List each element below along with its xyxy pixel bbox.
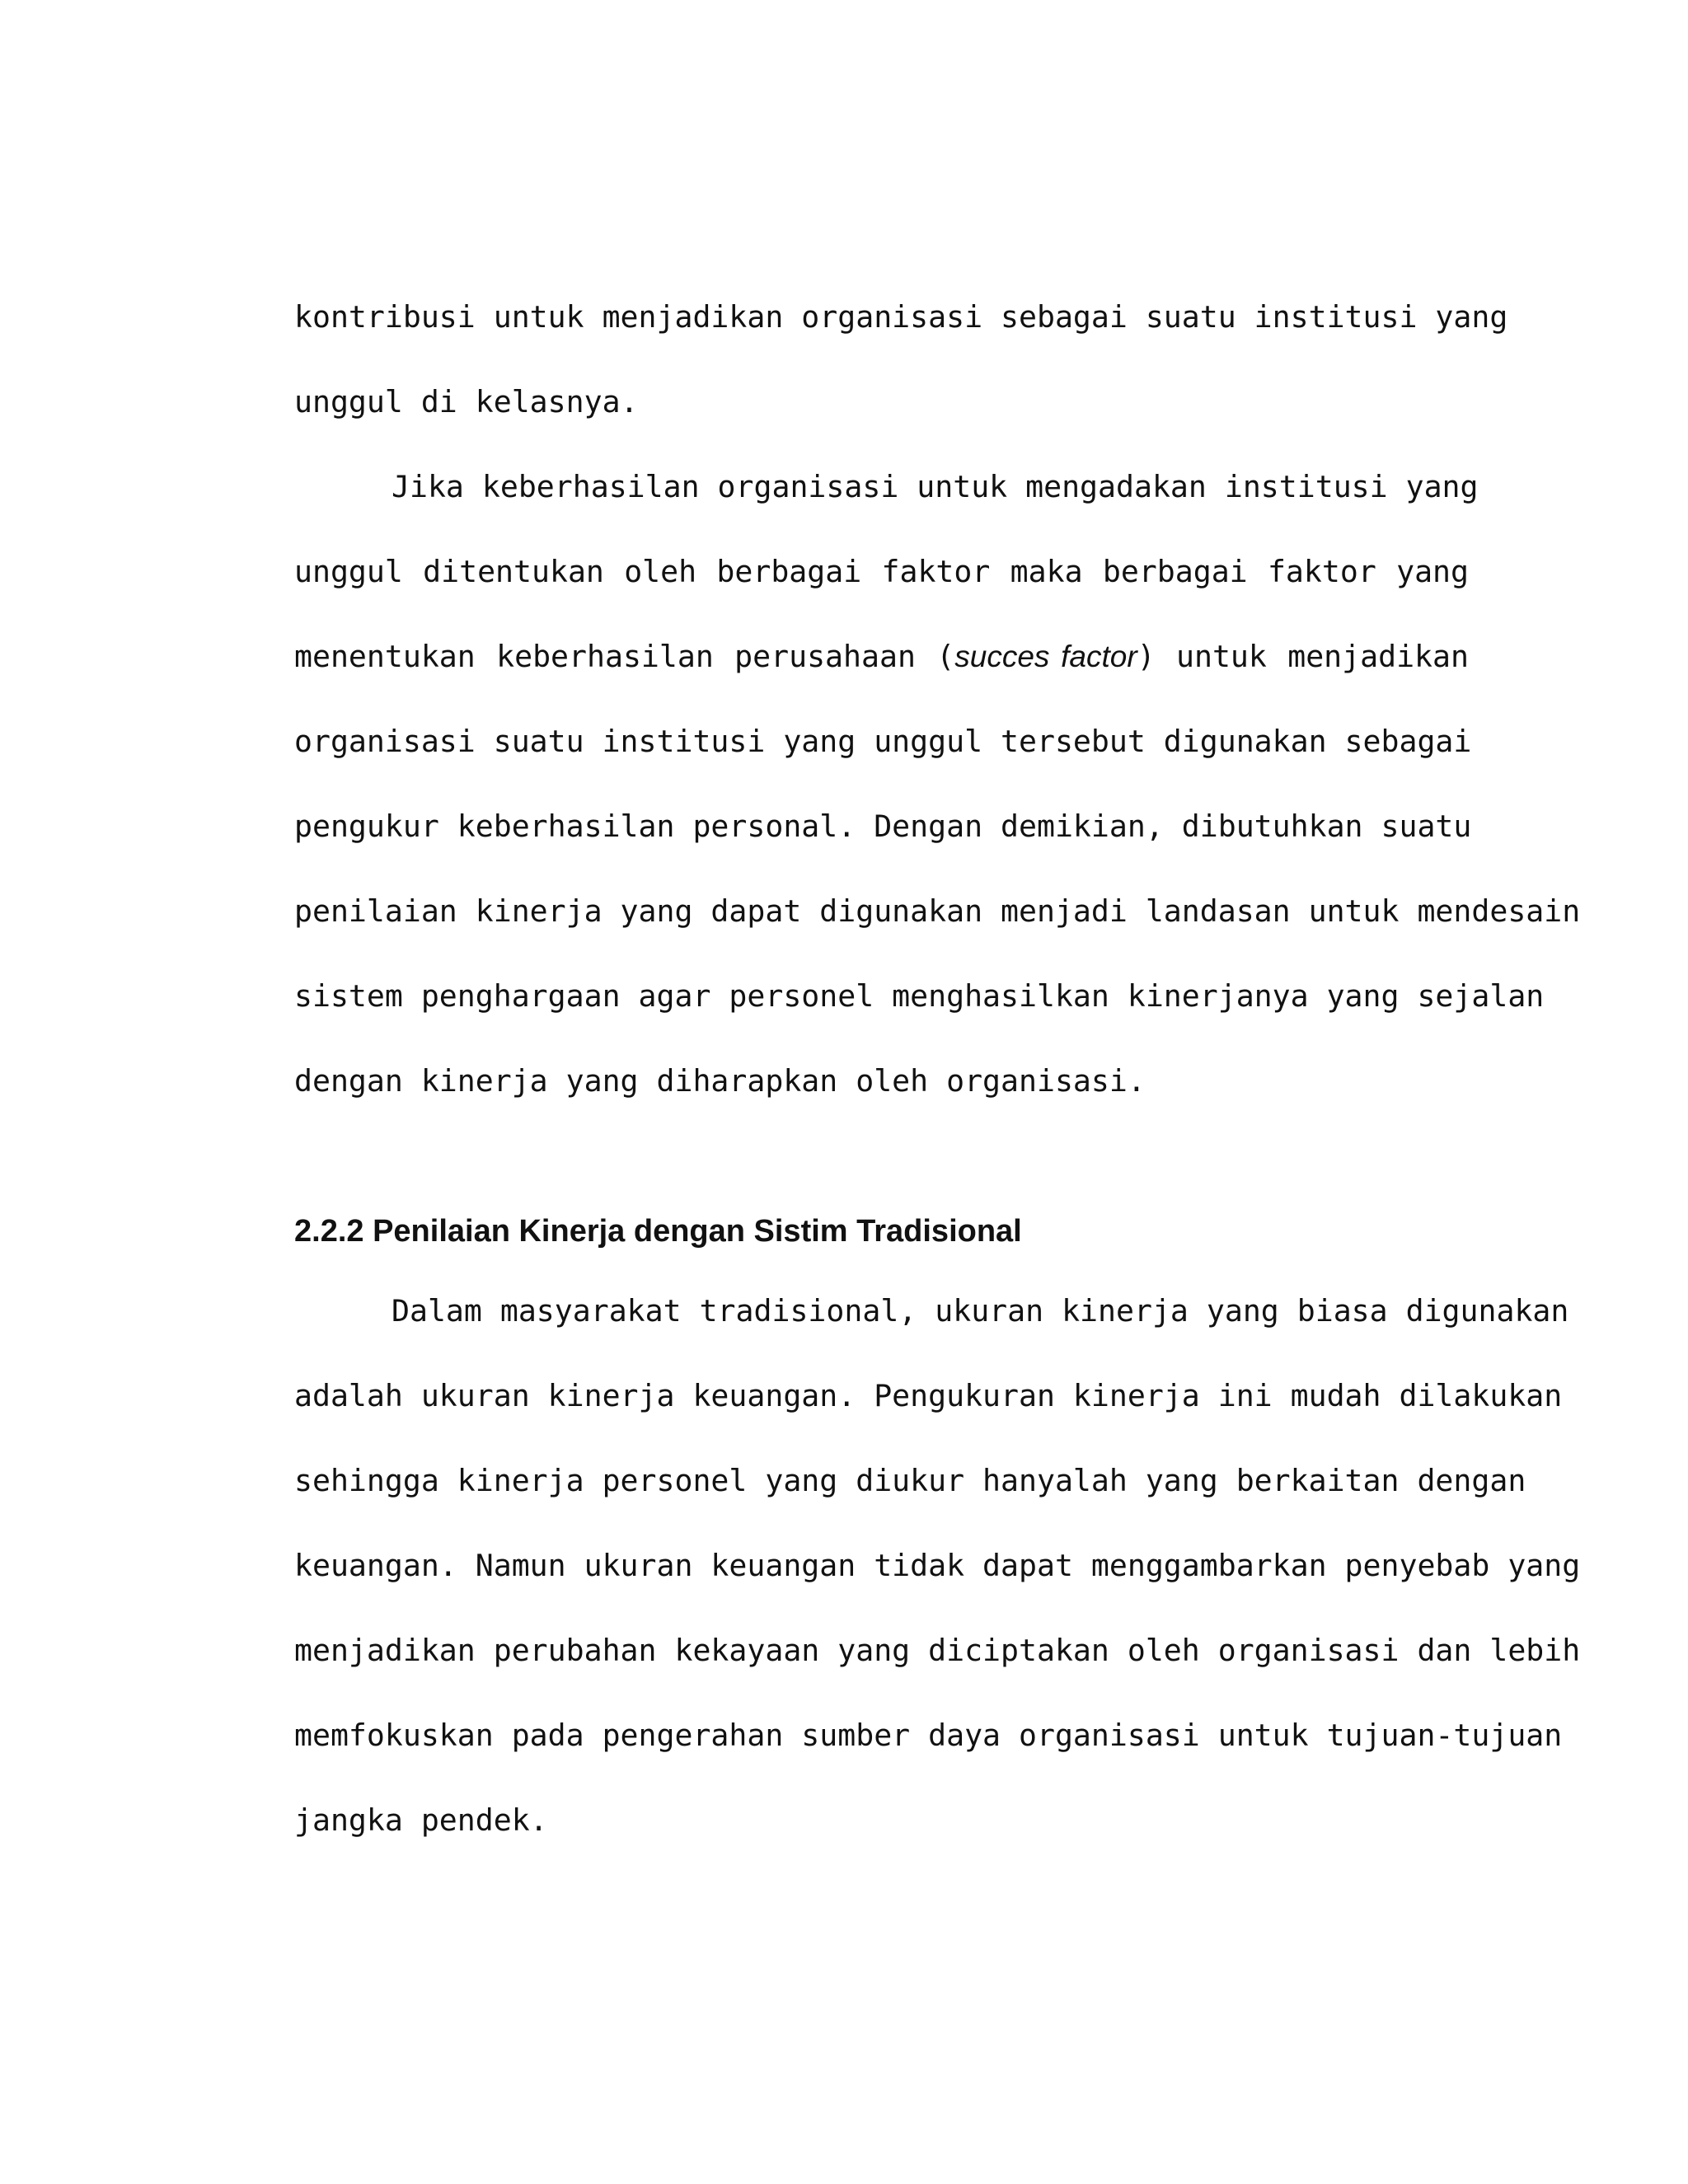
paragraph-2-line-3-after: ) untuk menjadikan xyxy=(1137,639,1469,674)
paragraph-1-line-1: kontribusi untuk menjadikan organisasi sebagai suatu institusi yang xyxy=(294,299,1508,335)
paragraph-2-line-3-before: menentukan keberhasilan perusahaan ( xyxy=(294,639,955,674)
section-heading: 2.2.2 Penilaian Kinerja dengan Sistim Tradisional xyxy=(294,1214,1022,1249)
succes-factor-term: succes factor xyxy=(954,640,1137,673)
paragraph-2-line-1: Jika keberhasilan organisasi untuk mengadakan institusi yang xyxy=(392,469,1479,504)
paragraph-3-line-5: menjadikan perubahan kekayaan yang diciptakan oleh organisasi dan lebih xyxy=(294,1633,1581,1668)
paragraph-3-line-4: keuangan. Namun ukuran keuangan tidak dapat menggambarkan penyebab yang xyxy=(294,1548,1581,1583)
paragraph-2-line-8: dengan kinerja yang diharapkan oleh organisasi. xyxy=(294,1063,1146,1099)
paragraph-3-line-3: sehingga kinerja personel yang diukur hanyalah yang berkaitan dengan xyxy=(294,1463,1526,1498)
paragraph-2-line-6: penilaian kinerja yang dapat digunakan menjadi landasan untuk mendesain xyxy=(294,893,1581,929)
paragraph-2-line-7: sistem penghargaan agar personel menghasilkan kinerjanya yang sejalan xyxy=(294,978,1545,1014)
paragraph-2-line-3 xyxy=(294,632,1469,717)
paragraph-2-line-5: pengukur keberhasilan personal. Dengan demikian, dibutuhkan suatu xyxy=(294,808,1472,844)
paragraph-3-line-2: adalah ukuran kinerja keuangan. Pengukuran kinerja ini mudah dilakukan xyxy=(294,1378,1563,1413)
paragraph-1-line-2: unggul di kelasnya. xyxy=(294,384,639,419)
paragraph-2-line-2: unggul ditentukan oleh berbagai faktor maka berbagai faktor yang xyxy=(294,554,1469,589)
paragraph-3-line-6: memfokuskan pada pengerahan sumber daya organisasi untuk tujuan-tujuan xyxy=(294,1718,1563,1753)
paragraph-2-line-4: organisasi suatu institusi yang unggul tersebut digunakan sebagai xyxy=(294,724,1472,759)
document-body xyxy=(294,293,1581,1881)
section-spacer xyxy=(294,1141,1469,1211)
paragraph-3-line-7: jangka pendek. xyxy=(294,1802,548,1838)
paragraph-3-line-1: Dalam masyarakat tradisional, ukuran kinerja yang biasa digunakan xyxy=(392,1293,1569,1329)
